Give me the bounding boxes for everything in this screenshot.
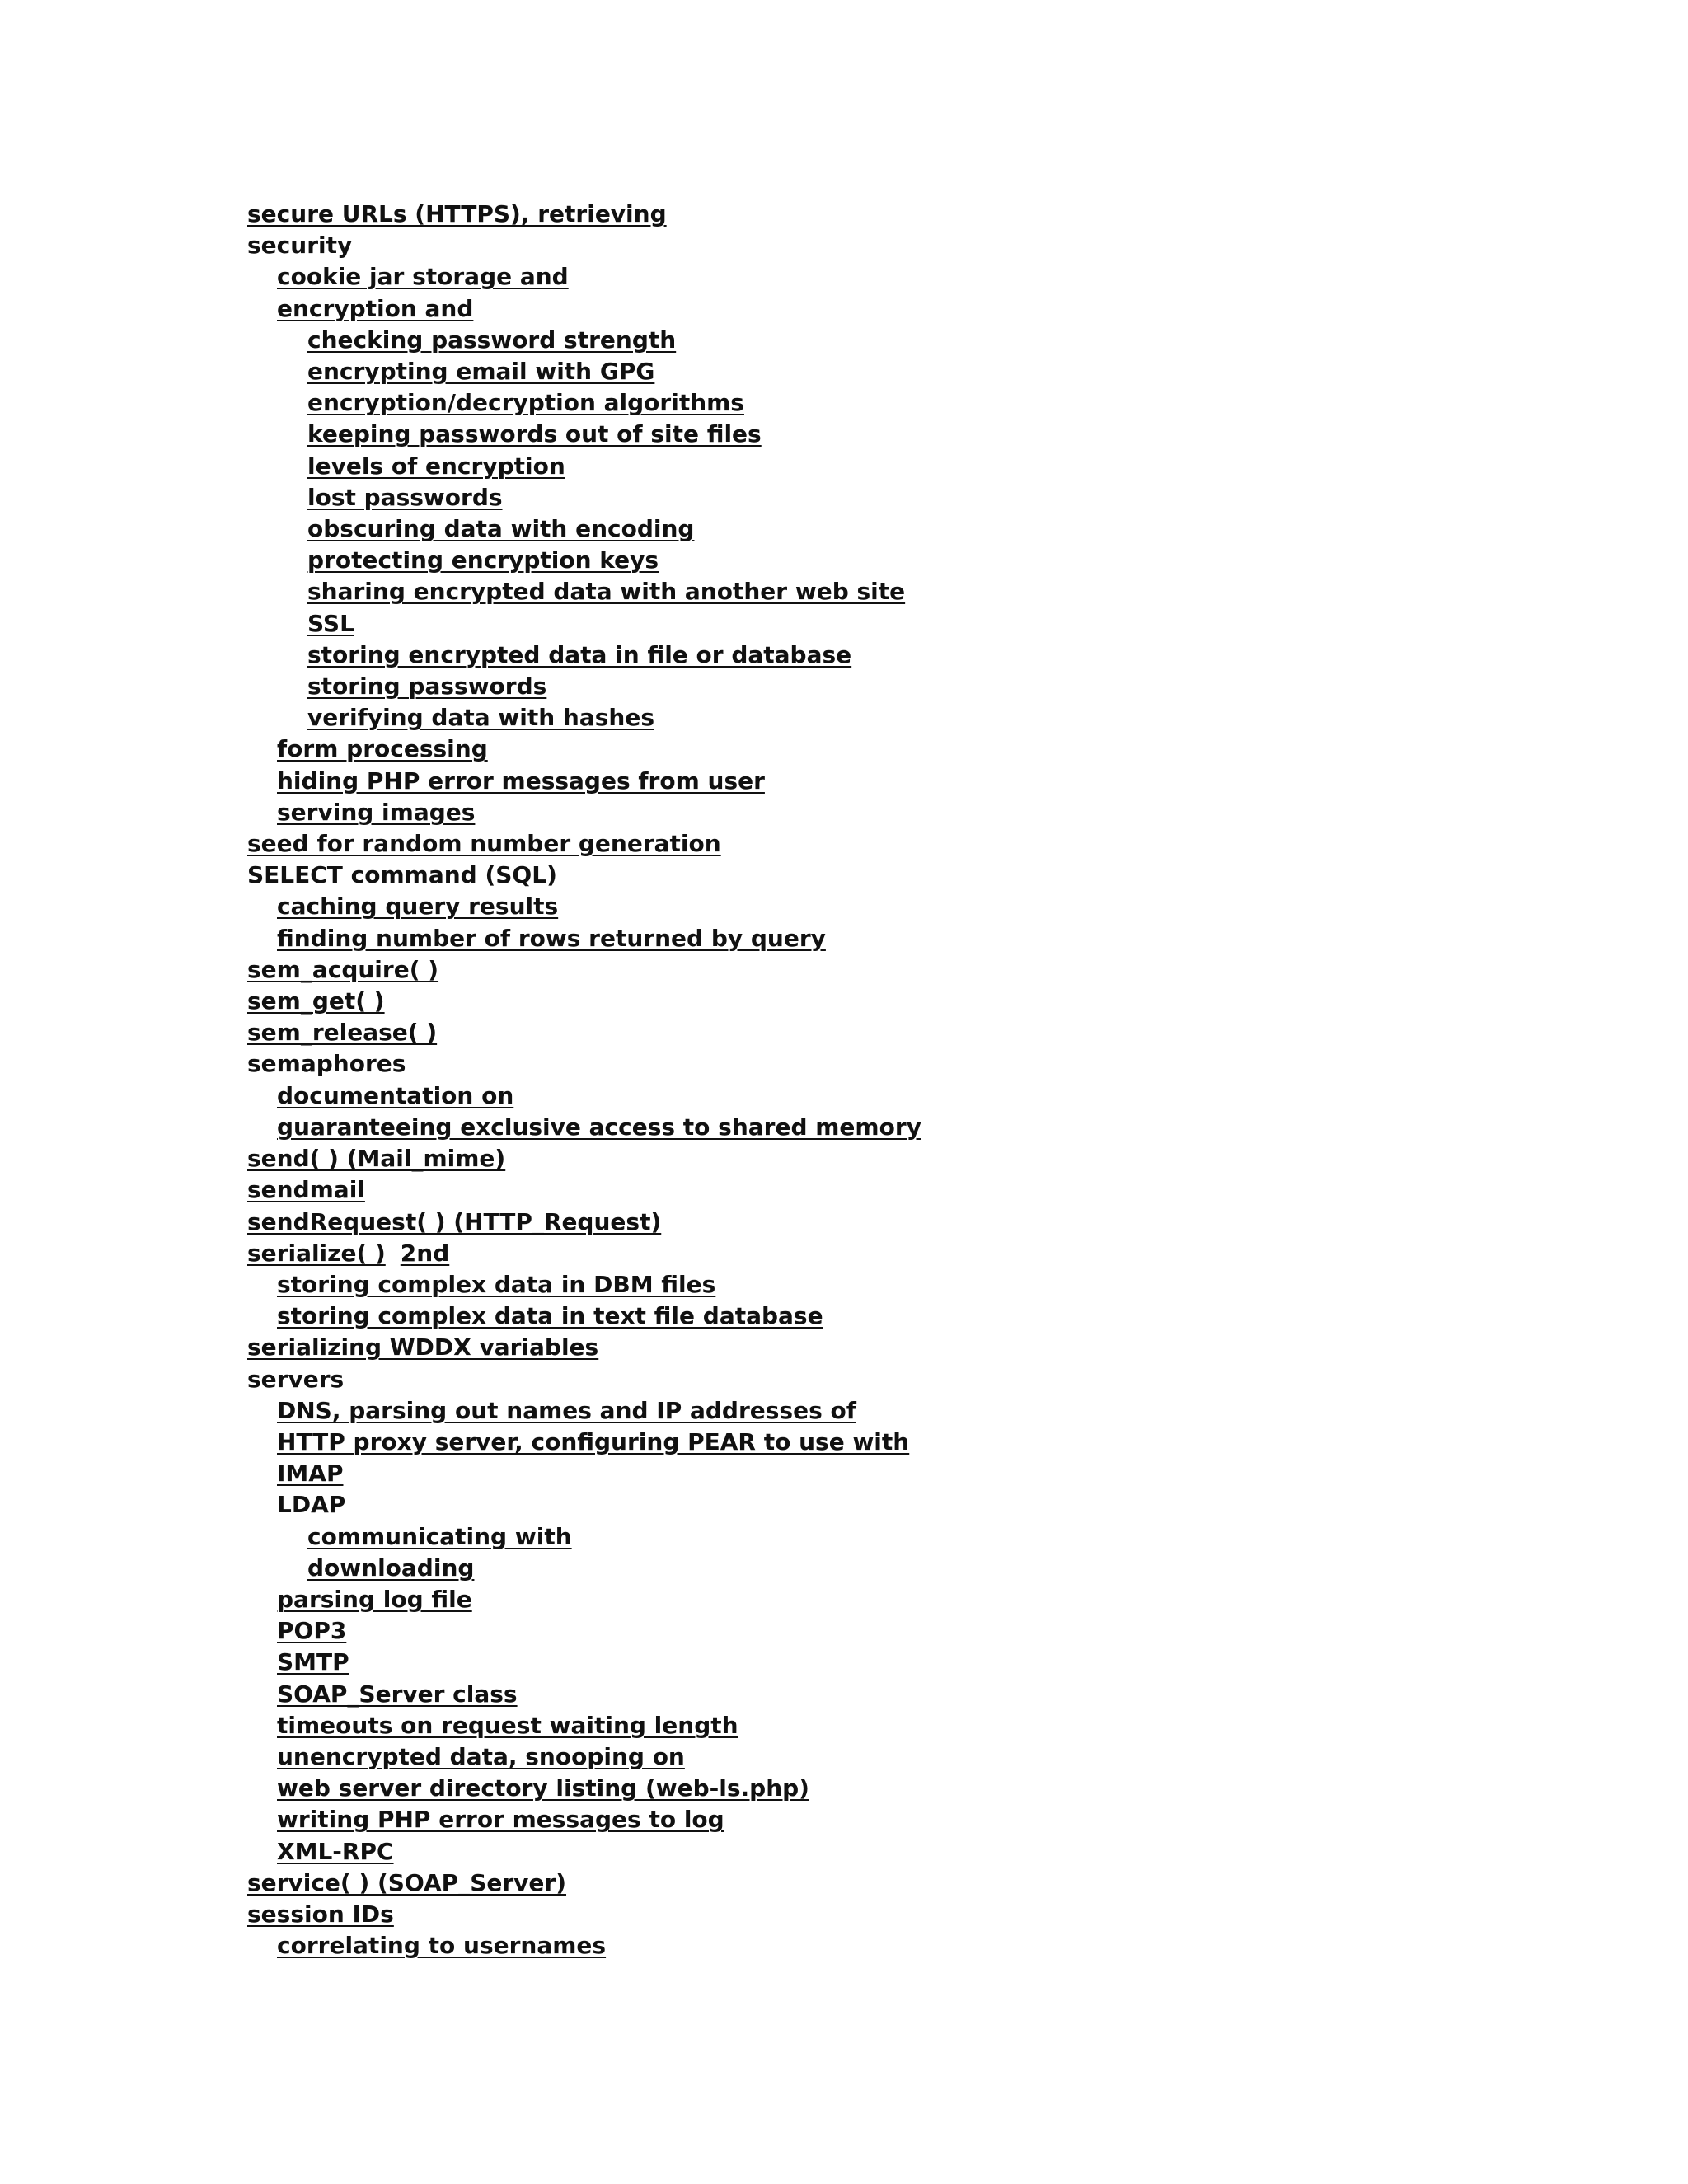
index-entry-link[interactable]: verifying data with hashes	[307, 704, 654, 732]
index-entry-link[interactable]: levels of encryption	[307, 452, 565, 480]
index-entry	[247, 608, 921, 640]
index-entry-link[interactable]: timeouts on request waiting length	[277, 1711, 738, 1739]
index-entry-link[interactable]: hiding PHP error messages from user	[277, 766, 765, 794]
index-entry-link[interactable]: unencrypted data, snooping on	[277, 1742, 685, 1770]
index-entry	[247, 1458, 921, 1489]
index-entry-link[interactable]: sem_get( )	[247, 987, 385, 1015]
index-entry-link[interactable]: encryption/decryption algorithms	[307, 389, 744, 417]
index-entry-link[interactable]: storing complex data in text file database	[277, 1302, 823, 1330]
index-entry-link[interactable]: encryption and	[277, 294, 474, 322]
index-entry-link[interactable]: storing passwords	[307, 673, 547, 701]
index-entry-link[interactable]: communicating with	[307, 1522, 572, 1550]
index-entry-link[interactable]: parsing log file	[277, 1585, 472, 1613]
index-entry-link[interactable]: web server directory listing (web-ls.php)	[277, 1774, 809, 1802]
index-entry-link[interactable]: sendRequest( ) (HTTP_Request)	[247, 1207, 662, 1235]
index-entry-link[interactable]: sharing encrypted data with another web site	[307, 578, 906, 606]
index-entry	[247, 1741, 921, 1773]
index-entry	[247, 513, 921, 545]
index-entry	[247, 1679, 921, 1710]
index-entry	[247, 387, 921, 419]
index-entry	[247, 1868, 921, 1899]
index-entry-link[interactable]: writing PHP error messages to log	[277, 1806, 724, 1834]
index-entry-heading: semaphores	[247, 1050, 406, 1078]
index-entry	[247, 451, 921, 482]
index-entry	[247, 891, 921, 922]
index-entry-link[interactable]: seed for random number generation	[247, 830, 721, 858]
index-entry	[247, 1395, 921, 1427]
index-entry	[247, 702, 921, 733]
index-entry-heading: LDAP	[277, 1491, 346, 1519]
index-entry	[247, 576, 921, 607]
index-list	[247, 199, 921, 1961]
index-entry	[247, 1048, 921, 1080]
index-entry-link[interactable]: form processing	[277, 735, 488, 763]
index-entry	[247, 1269, 921, 1301]
index-entry	[247, 923, 921, 954]
index-entry-extra-link[interactable]: 2nd	[400, 1239, 450, 1267]
index-entry	[247, 1710, 921, 1741]
index-entry-heading: security	[247, 232, 353, 260]
index-entry	[247, 671, 921, 702]
index-entry	[247, 325, 921, 356]
index-entry-link[interactable]: POP3	[277, 1617, 347, 1645]
index-entry	[247, 1553, 921, 1584]
index-entry	[247, 482, 921, 513]
index-entry	[247, 1332, 921, 1363]
index-entry-link[interactable]: documentation on	[277, 1081, 514, 1109]
index-entry	[247, 1143, 921, 1174]
index-entry-link[interactable]: caching query results	[277, 893, 559, 921]
index-entry-link[interactable]: sem_release( )	[247, 1019, 438, 1047]
index-entry-link[interactable]: checking password strength	[307, 326, 677, 354]
index-entry	[247, 1647, 921, 1678]
index-entry-link[interactable]: IMAP	[277, 1460, 344, 1488]
index-entry	[247, 986, 921, 1017]
index-entry-link[interactable]: sendmail	[247, 1176, 365, 1204]
index-entry	[247, 261, 921, 293]
index-entry	[247, 1238, 921, 1269]
index-entry-link[interactable]: lost passwords	[307, 483, 503, 511]
index-entry-link[interactable]: encrypting email with GPG	[307, 358, 655, 386]
index-entry-link[interactable]: protecting encryption keys	[307, 546, 659, 574]
index-entry-link[interactable]: sem_acquire( )	[247, 955, 439, 983]
index-entry-link[interactable]: send( ) (Mail_mime)	[247, 1145, 506, 1173]
index-entry	[247, 1615, 921, 1647]
index-entry-link[interactable]: SOAP_Server class	[277, 1680, 518, 1708]
index-entry-link[interactable]: serving images	[277, 798, 476, 826]
index-entry	[247, 1930, 921, 1961]
index-entry-link[interactable]: HTTP proxy server, configuring PEAR to use with	[277, 1427, 910, 1455]
index-entry	[247, 766, 921, 797]
index-entry	[247, 1899, 921, 1930]
index-entry	[247, 733, 921, 765]
index-entry-link[interactable]: downloading	[307, 1554, 475, 1582]
index-entry-link[interactable]: SSL	[307, 609, 354, 637]
index-entry	[247, 1080, 921, 1112]
index-entry	[247, 1207, 921, 1238]
index-entry-link[interactable]: keeping passwords out of site files	[307, 420, 762, 448]
index-entry-link[interactable]: serializing WDDX variables	[247, 1333, 599, 1361]
index-entry	[247, 1017, 921, 1048]
index-entry	[247, 1364, 921, 1395]
index-entry-link[interactable]: cookie jar storage and	[277, 263, 569, 291]
index-entry	[247, 1112, 921, 1143]
index-entry	[247, 293, 921, 325]
index-entry-heading: SELECT command (SQL)	[247, 861, 557, 889]
index-entry	[247, 1174, 921, 1206]
index-entry	[247, 230, 921, 261]
index-entry	[247, 1773, 921, 1804]
index-entry-link[interactable]: XML-RPC	[277, 1837, 394, 1865]
index-entry	[247, 356, 921, 387]
index-entry	[247, 1521, 921, 1553]
index-entry-link[interactable]: correlating to usernames	[277, 1932, 607, 1960]
index-entry-link[interactable]: session IDs	[247, 1900, 394, 1928]
index-entry-link[interactable]: service( ) (SOAP_Server)	[247, 1868, 567, 1896]
index-entry	[247, 828, 921, 860]
index-entry-link[interactable]: storing complex data in DBM files	[277, 1270, 716, 1298]
index-entry-link[interactable]: storing encrypted data in file or database	[307, 640, 852, 668]
index-entry-heading: servers	[247, 1365, 345, 1393]
index-entry	[247, 954, 921, 986]
index-entry-link[interactable]: finding number of rows returned by query	[277, 924, 826, 952]
index-entry	[247, 1427, 921, 1458]
index-entry-link[interactable]: SMTP	[277, 1648, 349, 1676]
index-entry	[247, 545, 921, 576]
index-entry	[247, 1489, 921, 1521]
index-entry	[247, 640, 921, 671]
index-entry	[247, 860, 921, 891]
index-entry-link[interactable]: guaranteeing exclusive access to shared memory	[277, 1113, 921, 1141]
index-entry	[247, 1804, 921, 1835]
index-entry-link[interactable]: secure URLs (HTTPS), retrieving	[247, 200, 667, 227]
index-entry	[247, 419, 921, 450]
index-entry	[247, 1301, 921, 1332]
index-entry-link[interactable]: serialize( )	[247, 1239, 386, 1267]
index-entry-link[interactable]: obscuring data with encoding	[307, 515, 695, 543]
index-entry	[247, 1836, 921, 1868]
index-entry	[247, 1584, 921, 1615]
index-entry-link[interactable]: DNS, parsing out names and IP addresses of	[277, 1396, 856, 1424]
index-entry	[247, 797, 921, 828]
index-entry	[247, 199, 921, 230]
